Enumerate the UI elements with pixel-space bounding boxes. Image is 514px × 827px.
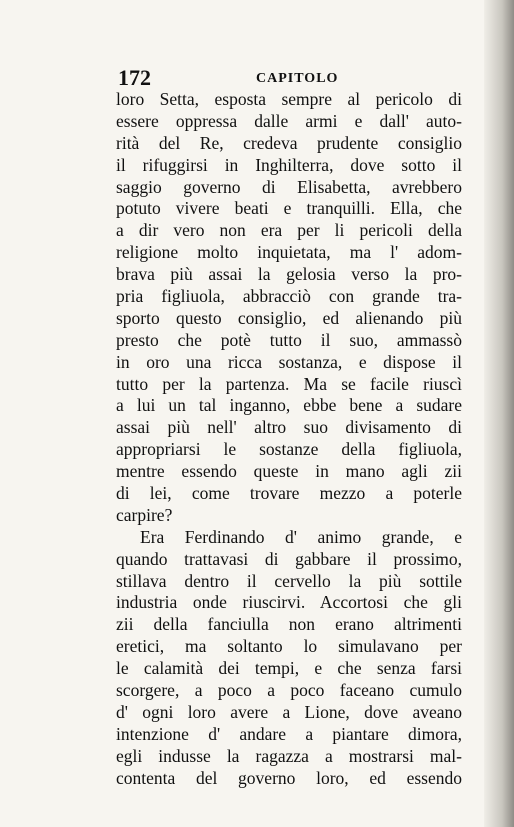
text-line: tutto per la partenza. Ma se facile riuscì (116, 373, 462, 394)
text-line: religione molto inquietata, ma l' adom- (116, 242, 462, 263)
body-text (116, 89, 462, 790)
text-line: mentre essendo queste in mano agli zii (116, 461, 462, 482)
text-line: di lei, come trovare mezzo a poterle (116, 483, 462, 504)
text-line: contenta del governo loro, ed essendo (116, 767, 462, 788)
page-header (118, 66, 458, 90)
text-line: potuto vivere beati e tranquilli. Ella, che (116, 198, 462, 219)
paragraph-end-line: carpire? (116, 504, 173, 525)
text-line: le calamità dei tempi, e che senza farsi (116, 658, 462, 679)
running-head: CAPITOLO (256, 71, 339, 86)
text-line: scorgere, a poco a poco faceano cumulo (116, 680, 462, 701)
text-line: brava più assai la gelosia verso la pro- (116, 264, 462, 285)
text-line: saggio governo di Elisabetta, avrebbero (116, 176, 462, 197)
text-line: essere oppressa dalle armi e dall' auto- (116, 110, 462, 131)
text-line: sporto questo consiglio, ed alienando più (116, 307, 462, 328)
text-line: d' ogni loro avere a Lione, dove aveano (116, 701, 462, 722)
page-gutter-shadow (484, 0, 514, 827)
text-line: in oro una ricca sostanza, e dispose il (116, 351, 462, 372)
text-line: loro Setta, esposta sempre al pericolo di (116, 89, 462, 109)
page-number: 172 (118, 65, 151, 90)
paragraph-start-line: Era Ferdinando d' animo grande, e (140, 526, 462, 547)
text-line: a dir vero non era per li pericoli della (116, 220, 462, 241)
text-line: industria onde riuscirvi. Accortosi che gli (116, 592, 462, 613)
text-line: intenzione d' andare a piantare dimora, (116, 723, 462, 744)
text-line: eretici, ma soltanto lo simulavano per (116, 636, 462, 657)
text-line: rità del Re, credeva prudente consiglio (116, 132, 462, 153)
text-line: zii della fanciulla non erano altrimenti (116, 614, 462, 635)
text-line: assai più nell' altro suo divisamento di (116, 417, 462, 438)
text-line: a lui un tal inganno, ebbe bene a sudare (116, 395, 462, 416)
text-line: pria figliuola, abbracciò con grande tra- (116, 286, 462, 307)
text-line: presto che potè tutto il suo, ammassò (116, 329, 462, 350)
text-line: quando trattavasi di gabbare il prossimo, (116, 548, 462, 569)
text-line: egli indusse la ragazza a mostrarsi mal- (116, 745, 462, 766)
text-line: stillava dentro il cervello la più sottile (116, 570, 462, 591)
text-line: il rifuggirsi in Inghilterra, dove sotto il (116, 154, 462, 175)
text-line: appropriarsi le sostanze della figliuola, (116, 439, 462, 460)
